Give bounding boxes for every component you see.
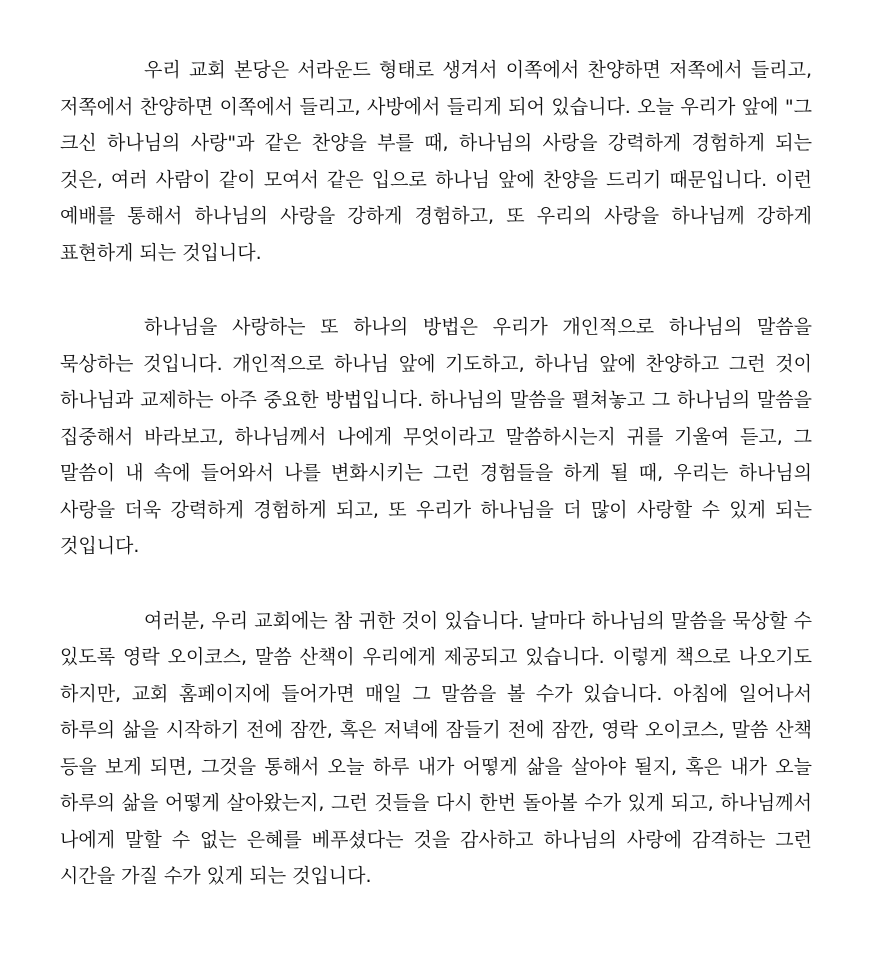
paragraph-3: 여러분, 우리 교회에는 참 귀한 것이 있습니다. 날마다 하나님의 말씀을 묵상할 수 있도록 영락 오이코스, 말씀 산책이 우리에게 제공되고 있습니다. 이렇게 책으로 나오기도 하지만, 교회 홈페이지에 들어가면 매일 그 말씀을 볼 수가 있습니다. 아침에 일어나서 하루의 삶을 시작하기 전에 잠깐, 혹은 저녁에 잠들기 전에 잠깐, 영락 오이코스, 말씀 산책 등을 보게 되면, 그것을 통해서 오늘 하루 내가 어떻게 삶을 살아야 될지, 혹은 내가 오늘 하루의 삶을 어떻게 살아왔는지, 그런 것들을 다시 한번 돌아볼 수가 있게 되고, 하나님께서 나에게 말할 수 없는 은혜를 베푸셨다는 것을 감사하고 하나님의 사랑에 감격하는 그런 시간을 가질 수가 있게 되는 것입니다. <box>60 609 812 887</box>
paragraph-2: 하나님을 사랑하는 또 하나의 방법은 우리가 개인적으로 하나님의 말씀을 묵상하는 것입니다. 개인적으로 하나님 앞에 기도하고, 하나님 앞에 찬양하고 그런 것이 하나님과 교제하는 아주 중요한 방법입니다. 하나님의 말씀을 펼쳐놓고 그 하나님의 말씀을 집중해서 바라보고, 하나님께서 나에게 무엇이라고 말씀하시는지 귀를 기울여 듣고, 그 말씀이 내 속에 들어와서 나를 변화시키는 그런 경험들을 하게 될 때, 우리는 하나님의 사랑을 더욱 강력하게 경험하게 되고, 또 우리가 하나님을 더 많이 사랑할 수 있게 되는 것입니다. <box>60 316 812 557</box>
document-body <box>60 52 812 895</box>
paragraph-1: 우리 교회 본당은 서라운드 형태로 생겨서 이쪽에서 찬양하면 저쪽에서 들리고, 저쪽에서 찬양하면 이쪽에서 들리고, 사방에서 들리게 되어 있습니다. 오늘 우리가 앞에 "그 크신 하나님의 사랑"과 같은 찬양을 부를 때, 하나님의 사랑을 강력하게 경험하게 되는 것은, 여러 사람이 같이 모여서 같은 입으로 하나님 앞에 찬양을 드리기 때문입니다. 이런 예배를 통해서 하나님의 사랑을 강하게 경험하고, 또 우리의 사랑을 하나님께 강하게 표현하게 되는 것입니다. <box>60 59 812 264</box>
